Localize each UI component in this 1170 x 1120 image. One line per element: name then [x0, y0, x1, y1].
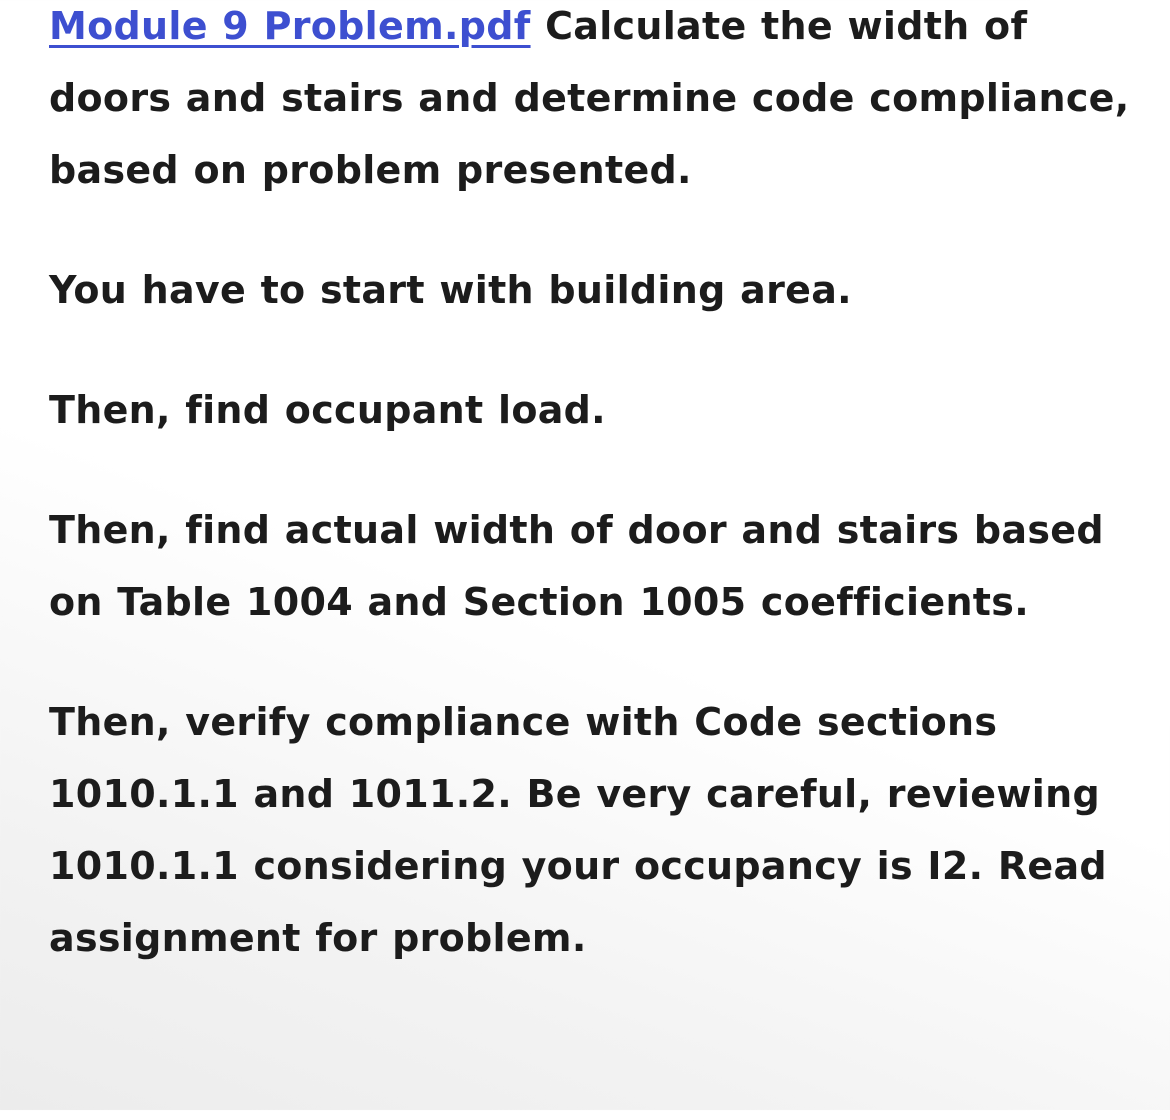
module-9-problem-pdf-link[interactable]: Module 9 Problem.pdf	[49, 4, 531, 48]
intro-text: Calculate the width of doors and stairs and determine code compliance, based on problem presented.	[49, 4, 1130, 192]
intro-paragraph	[49, 0, 1130, 206]
step-occupant-load: Then, find occupant load.	[49, 388, 606, 432]
step-building-area: You have to start with building area.	[49, 268, 852, 312]
step-verify-compliance: Then, verify compliance with Code sections 1010.1.1 and 1011.2. Be very careful, reviewing 1010.1.1 considering your occupancy is I2. Read assignment for problem.	[49, 700, 1107, 960]
step-door-stair-width: Then, find actual width of door and stairs based on Table 1004 and Section 1005 coefficients.	[49, 508, 1104, 624]
